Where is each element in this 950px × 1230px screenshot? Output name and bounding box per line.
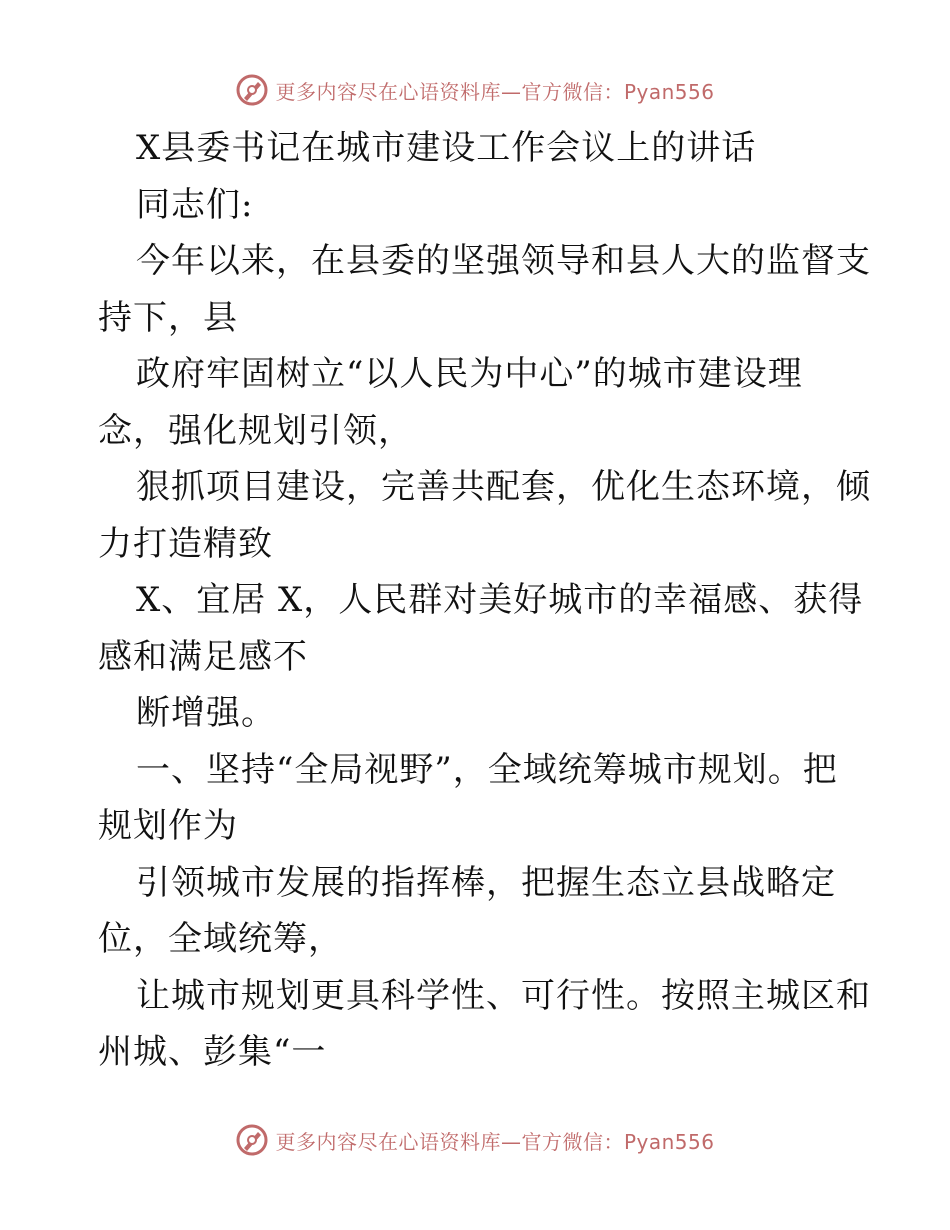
text-line: 感和满足感不 [98,636,308,677]
text-line: 引领城市发展的指挥棒，把握生态立县战略定 [136,862,836,903]
text-line: 让城市规划更具科学性、可行性。按照主城区和 [136,975,871,1016]
section-heading-line: 一、坚持“全局视野”，全域统筹城市规划。把 [136,749,838,790]
text-line: 念，强化规划引领， [98,410,413,451]
text-line: 规划作为 [98,806,238,846]
header-watermark [0,70,950,110]
logo-icon [235,1123,269,1157]
text-line: 州城、彭集“一 [98,1032,327,1072]
text-line: 位，全域统筹， [98,919,343,959]
footer-watermark [0,1120,950,1160]
salutation: 同志们: [136,184,254,225]
text-line: 持下，县 [98,297,238,338]
logo-icon [235,73,269,107]
text-line: 政府牢固树立“以人民为中心”的城市建设理 [136,354,803,394]
watermark-text: 更多内容尽在心语资料库—官方微信：Pyan556 [275,79,715,104]
text-line: 力打造精致 [98,523,273,564]
watermark-text: 更多内容尽在心语资料库—官方微信：Pyan556 [275,1129,715,1154]
text-line: 今年以来，在县委的坚强领导和县人大的监督支 [136,241,871,281]
text-line: 断增强。 [136,693,276,733]
text-line: X、宜居 X，人民群对美好城市的幸福感、获得 [136,580,864,620]
text-line: 狠抓项目建设，完善共配套，优化生态环境，倾 [136,467,871,507]
document-body [98,120,871,1081]
document-title: X县委书记在城市建设工作会议上的讲话 [136,128,757,168]
